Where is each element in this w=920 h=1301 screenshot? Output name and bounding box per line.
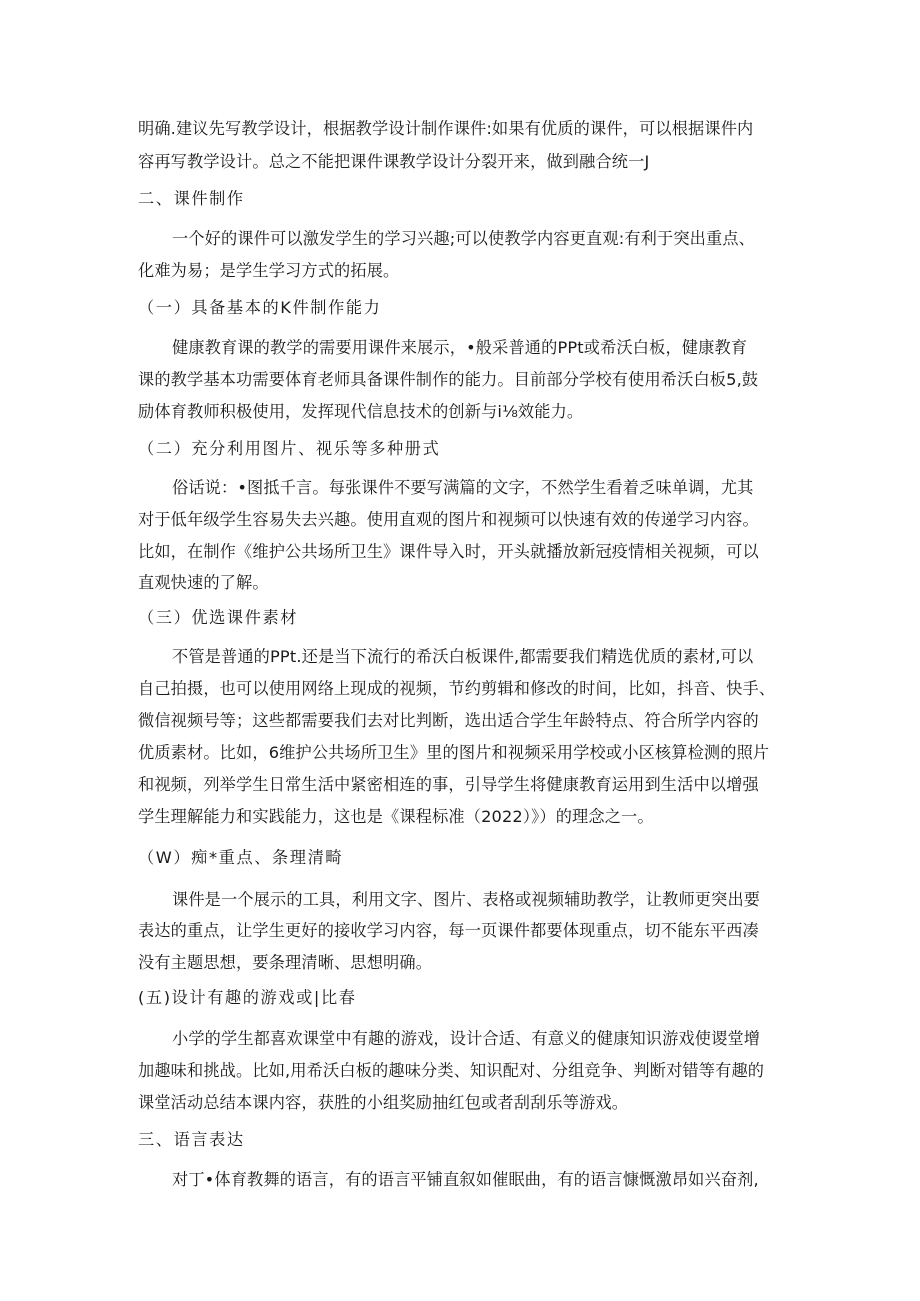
- sub-2-line-3: 比如，在制作《维护公共场所卫生》课件导入时，开头就播放新冠疫情相关视频，可以: [138, 542, 759, 561]
- sub-5-line-2: 加趣味和挑战。比如,用希沃白板的趣味分类、知识配对、分组竞争、判断对错等有趣的: [138, 1061, 765, 1080]
- section-2-line-1: 一个好的课件可以激发学生的学习兴趣;可以使教学内容更直观:有利于突出重点、: [172, 229, 756, 248]
- subheading-4: （W）痴*重点、条理清畸: [138, 848, 344, 867]
- subheading-1: （一）具备基本的K件制作能力: [138, 298, 382, 317]
- section-heading-3: 三、语言表达: [138, 1130, 245, 1149]
- sub-4-line-2: 表达的重点，让学生更好的接收学习内容，每一页课件都要体现重点，切不能东平西凑: [138, 921, 759, 940]
- sub-5-line-3: 课堂活动总结本课内容，获胜的小组奖励抽红包或者刮刮乐等游戏。: [138, 1093, 629, 1112]
- sub-5-line-1: 小学的学生都喜欢课堂中有趣的游戏，设计合适、有意义的健康知识游戏使谡堂增: [172, 1029, 761, 1048]
- subheading-5: (五)设计有趣的游戏或|比春: [138, 988, 357, 1007]
- sub-3-line-5: 和视频，列举学生日常生活中紧密相连的事，引导学生将健康教育运用到生活中以增强: [138, 775, 759, 794]
- sub-1-line-3: 励体育教师积极使用，发挥现代信息技术的创新与i⅛效能力。: [138, 402, 584, 421]
- sub-3-line-3: 微信视频号等；这些都需要我们去对比判断，选出适合学生年龄特点、符合所学内容的: [138, 711, 759, 730]
- sub-3-line-4: 优质素材。比如，6维护公共场所卫生》里的图片和视频采用学校或小区核算检测的照片: [138, 743, 770, 762]
- sub-1-line-1: 健康教育课的教学的需要用课件来展示，•般采普通的PPt或希沃白板，健康教育: [172, 338, 748, 357]
- section-2-line-2: 化难为易；是学生学习方式的拓展。: [138, 261, 400, 280]
- section-heading-2: 二、课件制作: [138, 189, 245, 208]
- sub-1-line-2: 课的教学基本功需要体育老师具备课件制作的能力。目前部分学校有使用希沃白板5,鼓: [138, 370, 759, 389]
- sub-4-line-1: 课件是一个展示的工具，利用文字、图片、表格或视频辅助教学，让教师更突出要: [172, 890, 761, 909]
- subheading-3: （三）优选课件素材: [138, 608, 299, 627]
- intro-line-2: 容再写教学设计。总之不能把课件课教学设计分裂开来，做到融合统一J: [138, 152, 650, 171]
- sub-2-line-2: 对于低年级学生容易失去兴趣。使用直观的图片和视频可以快速有效的传递学习内容。: [138, 510, 759, 529]
- sub-3-line-6: 学生理解能力和实践能力，这也是《课程标准（2022）》）的理念之一。: [138, 807, 654, 826]
- intro-line-1: 明确.建议先写教学设计，根据教学设计制作课件:如果有优质的课件，可以根据课件内: [138, 119, 754, 138]
- section-3-line-1: 对丁•体育教舞的语言，有的语言平铺直叙如催眠曲，有的语言慷慨激昂如兴奋剂,: [172, 1170, 759, 1189]
- sub-3-line-2: 自己拍摄，也可以使用网络上现成的视频，节约剪辑和修改的时间，比如，抖音、快手、: [138, 679, 776, 698]
- sub-2-line-1: 俗话说：•图抵千言。每张课件不要写满篇的文字，不然学生看着乏味单调，尤其: [172, 478, 754, 497]
- sub-4-line-3: 没有主题思想，要条理清晰、思想明确。: [138, 953, 433, 972]
- sub-2-line-4: 直观快速的了解。: [138, 573, 269, 592]
- subheading-2: （二）充分利用图片、视乐等多种册式: [138, 439, 441, 458]
- sub-3-line-1: 不管是普通的PPt.还是当下流行的希沃白板课件,都需要我们精选优质的素材,可以: [172, 647, 754, 666]
